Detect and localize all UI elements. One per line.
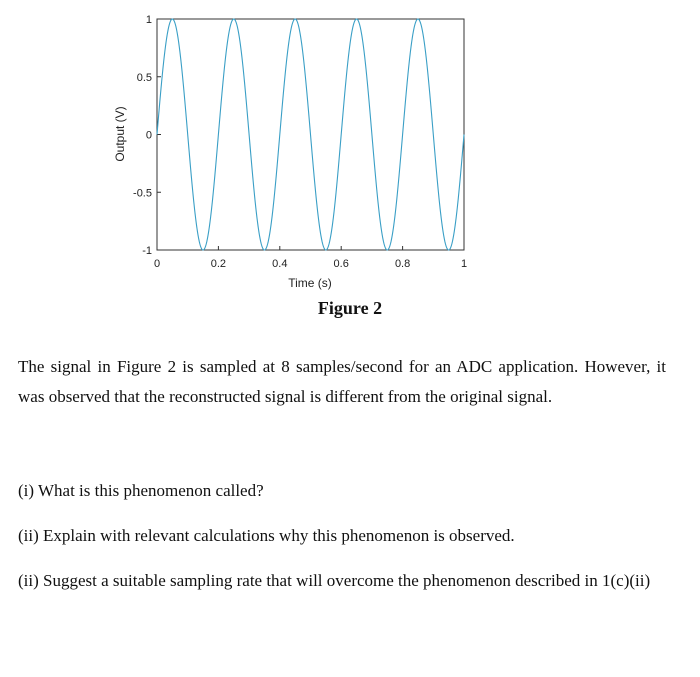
question-iii: (ii) Suggest a suitable sampling rate that will overcome the phenomenon described in 1(c)(ii) — [18, 571, 651, 590]
y-tick-label: 1 — [145, 14, 152, 26]
signal-line — [157, 19, 464, 250]
figure-caption: Figure 2 — [317, 298, 383, 318]
y-tick-label: 0.5 — [136, 71, 152, 84]
x-tick-label: 1 — [460, 258, 468, 270]
x-tick-label: 0.6 — [333, 258, 349, 270]
question-i: (i) What is this phenomenon called? — [18, 481, 264, 500]
x-tick-label: 0.4 — [272, 258, 288, 270]
y-tick-label: -1 — [142, 245, 152, 257]
x-tick-label: 0.2 — [210, 258, 227, 270]
y-tick-label: 0 — [145, 129, 152, 142]
x-tick-label: 0 — [153, 258, 161, 270]
x-axis-label: Time (s) — [288, 276, 332, 290]
figure-2-chart — [0, 0, 700, 298]
question-ii: (ii) Explain with relevant calculations why this phenomenon is observed. — [18, 526, 515, 545]
y-axis-label: Output (V) — [113, 106, 127, 162]
y-tick-label: -0.5 — [133, 187, 152, 200]
problem-paragraph: The signal in Figure 2 is sampled at 8 samples/second for an ADC application. However, it was observed that the reconstructed signal is different from the original signal. — [18, 357, 666, 406]
x-tick-label: 0.8 — [394, 258, 411, 270]
